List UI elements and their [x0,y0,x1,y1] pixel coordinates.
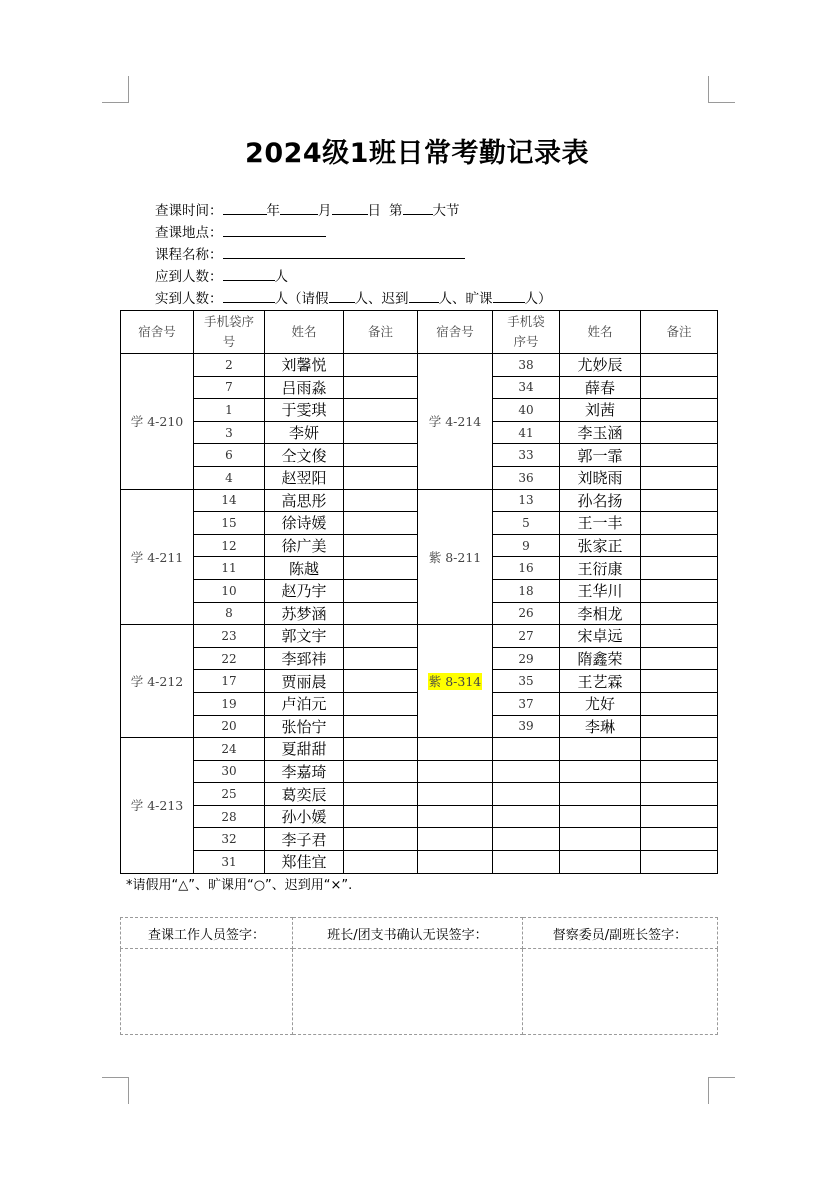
empty-cell[interactable] [493,828,560,851]
bag-number-cell: 41 [493,421,560,444]
bag-number-cell: 34 [493,376,560,399]
remark-cell[interactable] [641,466,718,489]
actual-unit: 人（请假 [274,291,329,307]
empty-cell[interactable] [418,738,493,761]
empty-cell[interactable] [560,828,641,851]
student-name-cell: 张家正 [560,534,641,557]
actual-blank[interactable] [223,287,275,303]
place-label: 查课地点： [155,225,223,241]
empty-cell[interactable] [493,805,560,828]
remark-cell[interactable] [344,376,418,399]
supervisor-signature-label: 督察委员/副班长签字： [523,918,718,949]
year-blank[interactable] [223,199,267,215]
student-name-cell: 李嘉琦 [265,760,344,783]
staff-signature-area[interactable] [121,949,293,1035]
info-expected-line [155,265,288,288]
empty-cell[interactable] [418,783,493,806]
bag-number-cell: 3 [194,421,265,444]
bag-number-cell: 20 [194,715,265,738]
bag-number-cell: 35 [493,670,560,693]
header-dorm: 宿舍号 [418,311,493,354]
year-text: 年 [266,203,280,219]
student-name-cell: 苏梦涵 [265,602,344,625]
student-name-cell: 于雯琪 [265,399,344,422]
remark-cell[interactable] [641,489,718,512]
remark-cell[interactable] [641,715,718,738]
student-name-cell: 王华川 [560,579,641,602]
student-name-cell: 李相龙 [560,602,641,625]
bag-number-cell: 6 [194,444,265,467]
student-name-cell: 葛奕辰 [265,783,344,806]
header-bag: 手机袋序号 [493,311,560,354]
staff-signature-label: 查课工作人员签字： [121,918,293,949]
dorm-label: 学 4-212 [130,674,184,690]
remark-cell[interactable] [641,354,718,377]
empty-cell[interactable] [493,851,560,874]
day-blank[interactable] [332,199,368,215]
empty-cell[interactable] [641,805,718,828]
student-name-cell: 徐广美 [265,534,344,557]
info-course-line [155,243,465,266]
dorm-cell [121,625,194,738]
remark-cell[interactable] [344,715,418,738]
student-name-cell: 郭文宇 [265,625,344,648]
student-name-cell: 郭一霏 [560,444,641,467]
student-name-cell: 刘晓雨 [560,466,641,489]
bag-number-cell: 24 [194,738,265,761]
symbol-note: *请假用“△”、旷课用“○”、迟到用“×”. [126,878,353,893]
empty-cell[interactable] [493,783,560,806]
table-header-row [121,311,718,354]
page-corner-mark [102,1077,129,1104]
attendance-body [121,354,718,874]
bag-number-cell: 15 [194,512,265,535]
bag-number-cell: 9 [493,534,560,557]
student-name-cell: 李琳 [560,715,641,738]
bag-number-cell: 36 [493,466,560,489]
remark-cell[interactable] [641,512,718,535]
page-corner-mark [708,1077,735,1104]
student-name-cell: 刘茜 [560,399,641,422]
student-name-cell: 徐诗媛 [265,512,344,535]
student-name-cell: 王一丰 [560,512,641,535]
bag-number-cell: 8 [194,602,265,625]
student-name-cell: 张怡宁 [265,715,344,738]
header-remark: 备注 [641,311,718,354]
bag-number-cell: 12 [194,534,265,557]
bag-number-cell: 5 [493,512,560,535]
late-unit: 人、旷课 [438,291,493,307]
dorm-cell [418,489,493,625]
bag-number-cell: 4 [194,466,265,489]
remark-cell[interactable] [344,625,418,648]
dorm-cell [418,625,493,738]
student-name-cell: 王衍康 [560,557,641,580]
empty-cell[interactable] [418,805,493,828]
remark-cell[interactable] [344,692,418,715]
table-row [121,851,718,874]
remark-cell[interactable] [344,783,418,806]
empty-cell[interactable] [493,738,560,761]
empty-cell[interactable] [641,851,718,874]
leave-blank[interactable] [329,287,355,303]
student-name-cell: 夏甜甜 [265,738,344,761]
bag-number-cell: 1 [194,399,265,422]
empty-cell[interactable] [418,760,493,783]
student-name-cell: 薛春 [560,376,641,399]
student-name-cell: 仝文俊 [265,444,344,467]
student-name-cell: 刘馨悦 [265,354,344,377]
remark-cell[interactable] [344,512,418,535]
absent-blank[interactable] [493,287,525,303]
table-row [121,625,718,648]
expected-label: 应到人数： [155,269,223,285]
period-prefix: 第 [389,203,403,219]
bag-number-cell: 13 [493,489,560,512]
empty-cell[interactable] [641,783,718,806]
student-name-cell: 宋卓远 [560,625,641,648]
remark-cell[interactable] [344,647,418,670]
supervisor-signature-area[interactable] [523,949,718,1035]
student-name-cell: 赵乃宇 [265,579,344,602]
bag-number-cell: 25 [194,783,265,806]
leave-unit: 人、迟到 [354,291,409,307]
info-place-line [155,221,326,244]
table-row [121,783,718,806]
bag-number-cell: 32 [194,828,265,851]
student-name-cell: 李郅祎 [265,647,344,670]
student-name-cell: 李玉涵 [560,421,641,444]
bag-number-cell: 10 [194,579,265,602]
bag-number-cell: 28 [194,805,265,828]
bag-number-cell: 39 [493,715,560,738]
bag-number-cell: 16 [493,557,560,580]
table-row [121,828,718,851]
remark-cell[interactable] [641,625,718,648]
remark-cell[interactable] [344,557,418,580]
info-actual-line [155,287,552,310]
empty-cell[interactable] [560,851,641,874]
remark-cell[interactable] [344,738,418,761]
empty-cell[interactable] [641,760,718,783]
student-name-cell: 吕雨淼 [265,376,344,399]
student-name-cell: 郑佳宜 [265,851,344,874]
remark-cell[interactable] [344,399,418,422]
dorm-label: 紫 8-211 [428,549,482,565]
student-name-cell: 高思彤 [265,489,344,512]
header-name: 姓名 [560,311,641,354]
bag-number-cell: 40 [493,399,560,422]
place-blank[interactable] [223,221,326,237]
page-corner-mark [708,76,735,103]
bag-number-cell: 7 [194,376,265,399]
empty-cell[interactable] [641,738,718,761]
monitor-signature-label: 班长/团支书确认无误签字： [293,918,523,949]
expected-unit: 人 [274,269,288,285]
dorm-cell [121,489,194,625]
table-row [121,354,718,377]
header-remark: 备注 [344,311,418,354]
remark-cell[interactable] [344,354,418,377]
bag-number-cell: 37 [493,692,560,715]
student-name-cell: 贾丽晨 [265,670,344,693]
table-row [121,489,718,512]
table-row [121,805,718,828]
remark-cell[interactable] [641,647,718,670]
month-text: 月 [318,203,332,219]
empty-cell[interactable] [418,828,493,851]
bag-number-cell: 29 [493,647,560,670]
empty-cell[interactable] [560,783,641,806]
remark-cell[interactable] [344,489,418,512]
remark-cell[interactable] [344,851,418,874]
bag-number-cell: 17 [194,670,265,693]
dorm-label: 紫 8-314 [428,674,482,690]
remark-cell[interactable] [641,692,718,715]
header-dorm: 宿舍号 [121,311,194,354]
bag-number-cell: 22 [194,647,265,670]
course-blank[interactable] [223,243,465,259]
signature-table [120,917,718,1035]
bag-number-cell: 14 [194,489,265,512]
table-row [121,738,718,761]
empty-cell[interactable] [493,760,560,783]
dorm-cell [418,354,493,490]
bag-number-cell: 27 [493,625,560,648]
student-name-cell: 孙小媛 [265,805,344,828]
header-bag: 手机袋序号 [194,311,265,354]
student-name-cell: 李妍 [265,421,344,444]
remark-cell[interactable] [641,670,718,693]
remark-cell[interactable] [344,805,418,828]
student-name-cell: 李子君 [265,828,344,851]
month-blank[interactable] [280,199,318,215]
remark-cell[interactable] [344,579,418,602]
remark-cell[interactable] [344,760,418,783]
dorm-cell [121,354,194,490]
late-blank[interactable] [409,287,439,303]
period-suffix: 大节 [432,203,460,219]
dorm-label: 学 4-210 [130,414,184,430]
student-name-cell: 孙名扬 [560,489,641,512]
remark-cell[interactable] [641,399,718,422]
student-name-cell: 隋鑫荣 [560,647,641,670]
bag-number-cell: 31 [194,851,265,874]
time-label: 查课时间： [155,203,223,219]
remark-cell[interactable] [641,444,718,467]
student-name-cell: 陈越 [265,557,344,580]
remark-cell[interactable] [344,602,418,625]
empty-cell[interactable] [560,738,641,761]
bag-number-cell: 19 [194,692,265,715]
empty-cell[interactable] [418,851,493,874]
expected-blank[interactable] [223,265,275,281]
remark-cell[interactable] [344,421,418,444]
bag-number-cell: 11 [194,557,265,580]
document-title: 2024级1班日常考勤记录表 [245,138,589,169]
student-name-cell: 尤好 [560,692,641,715]
remark-cell[interactable] [344,466,418,489]
period-blank[interactable] [403,199,433,215]
remark-cell[interactable] [641,557,718,580]
remark-cell[interactable] [344,444,418,467]
bag-number-cell: 18 [493,579,560,602]
bag-number-cell: 33 [493,444,560,467]
absent-unit: 人） [524,291,552,307]
course-label: 课程名称： [155,247,223,263]
student-name-cell: 尤妙辰 [560,354,641,377]
page-corner-mark [102,76,129,103]
bag-number-cell: 38 [493,354,560,377]
remark-cell[interactable] [641,376,718,399]
empty-cell[interactable] [560,760,641,783]
day-text: 日 [367,203,381,219]
remark-cell[interactable] [344,828,418,851]
header-name: 姓名 [265,311,344,354]
actual-label: 实到人数： [155,291,223,307]
table-row [121,760,718,783]
student-name-cell: 卢泊元 [265,692,344,715]
student-name-cell: 王艺霖 [560,670,641,693]
dorm-label: 学 4-214 [428,414,482,430]
dorm-cell [121,738,194,874]
remark-cell[interactable] [344,534,418,557]
remark-cell[interactable] [641,421,718,444]
remark-cell[interactable] [641,579,718,602]
bag-number-cell: 30 [194,760,265,783]
bag-number-cell: 2 [194,354,265,377]
remark-cell[interactable] [344,670,418,693]
dorm-label: 学 4-211 [130,549,184,565]
bag-number-cell: 23 [194,625,265,648]
empty-cell[interactable] [641,828,718,851]
dorm-label: 学 4-213 [130,798,184,814]
monitor-signature-area[interactable] [293,949,523,1035]
bag-number-cell: 26 [493,602,560,625]
student-name-cell: 赵翌阳 [265,466,344,489]
remark-cell[interactable] [641,534,718,557]
empty-cell[interactable] [560,805,641,828]
info-time-line [155,199,460,222]
attendance-table [120,310,718,874]
remark-cell[interactable] [641,602,718,625]
